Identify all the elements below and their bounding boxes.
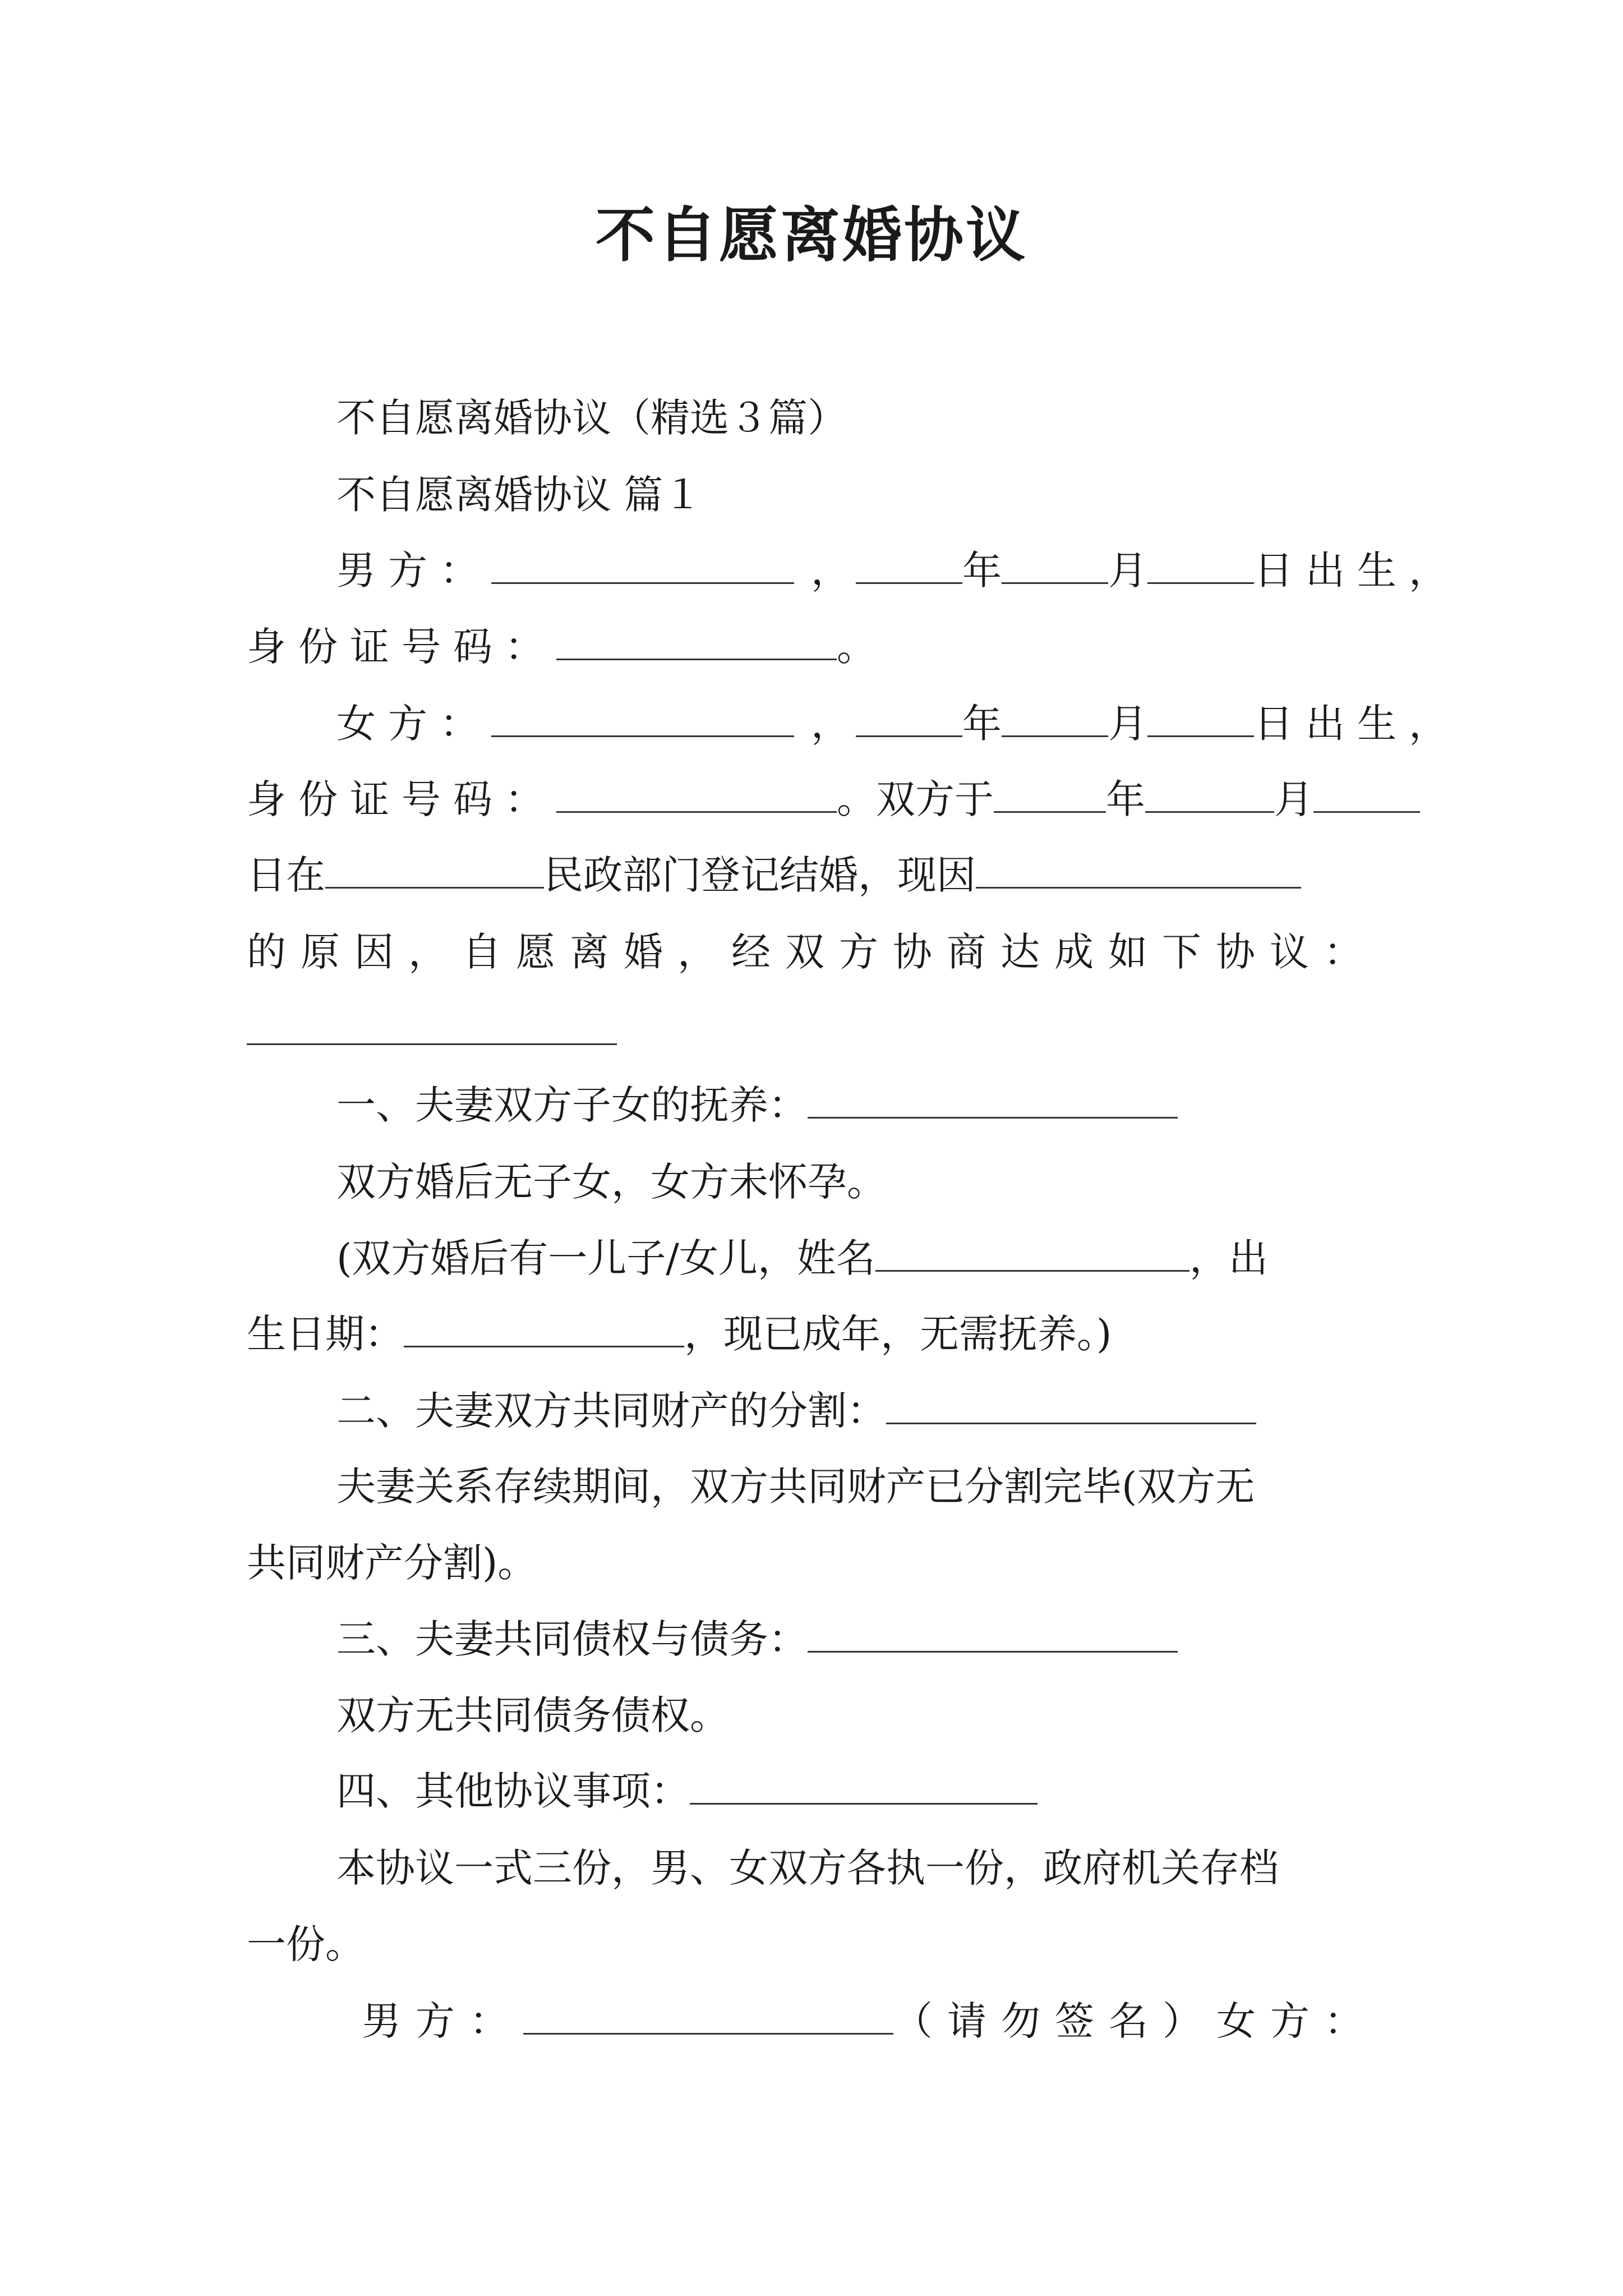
year-label: 年: [1106, 776, 1145, 822]
registered-label: 民政部门登记结婚，现因: [544, 852, 976, 898]
man-birth-year-blank: [856, 547, 962, 584]
year-label: 年: [962, 547, 1002, 593]
item1-line: [336, 1080, 1178, 1130]
copies-text-a: 本协议一式三份，男、女双方各执一份，政府机关存档: [336, 1845, 1279, 1891]
item2-text-a: 夫妻关系存续期间，双方共同财产已分割完毕(双方无: [336, 1464, 1255, 1510]
child-birthdate-blank: [404, 1311, 684, 1347]
reason-line: 的原因，自愿离婚，经双方协商达成如下协议：: [247, 929, 1377, 975]
woman-id-blank: [556, 776, 837, 813]
reason-blank: [976, 852, 1301, 889]
day-at-label: 日在: [247, 852, 325, 898]
item4-heading: 四、其他协议事项：: [336, 1768, 690, 1814]
woman-id-line: [247, 774, 1420, 825]
year-label: 年: [962, 701, 1002, 747]
agreement-blank: [247, 1043, 617, 1045]
man-id-blank: [556, 624, 837, 660]
comma: ，: [811, 547, 850, 593]
item2-text-b: 共同财产分割)。: [247, 1540, 537, 1586]
man-label: 男方：: [336, 547, 491, 593]
id-label: 身份证号码：: [247, 624, 556, 670]
woman-birth-month-blank: [1002, 701, 1108, 737]
item1-heading: 一、夫妻双方子女的抚养：: [336, 1082, 808, 1128]
item4-line: [336, 1766, 1038, 1816]
month-label: 月: [1108, 547, 1147, 593]
item1-alt-line1: [336, 1233, 1268, 1283]
item3-text: 双方无共同债务债权。: [336, 1692, 729, 1738]
item1-alt-c: 生日期：: [247, 1311, 404, 1357]
woman-birth-year-blank: [856, 701, 962, 737]
man-signature-blank: [523, 1998, 893, 2035]
marriage-year-blank: [994, 776, 1106, 813]
sign-note: （请勿签名）女方：: [893, 1998, 1378, 2044]
document-subtitle: 不自愿离婚协议（精选３篇）: [336, 395, 847, 441]
item2-blank: [886, 1388, 1256, 1424]
man-birth-line: [336, 545, 1460, 596]
child-name-blank: [875, 1235, 1189, 1272]
item1-text: 双方婚后无子女，女方未怀孕。: [336, 1159, 886, 1205]
both-on-label: 。双方于: [837, 776, 994, 822]
item1-alt-a: (双方婚后有一儿子/女儿，姓名: [336, 1235, 875, 1281]
marriage-day-blank: [1313, 776, 1420, 813]
born-label: 日出生，: [1254, 547, 1460, 593]
registration-line: [247, 850, 1301, 900]
item1-blank: [808, 1082, 1178, 1119]
item2-line: [336, 1386, 1256, 1436]
id-label: 身份证号码：: [247, 776, 556, 822]
item1-alt-d: ，现已成年，无需抚养。): [684, 1311, 1112, 1357]
item1-alt-line2: [247, 1309, 1112, 1359]
comma: ，: [811, 701, 850, 747]
item1-alt-b: ，出: [1189, 1235, 1268, 1281]
woman-label: 女方：: [336, 701, 491, 747]
man-birth-month-blank: [1002, 547, 1108, 584]
man-birth-day-blank: [1147, 547, 1254, 584]
signature-line: [362, 1996, 1378, 2046]
item3-heading: 三、夫妻共同债权与债务：: [336, 1616, 808, 1662]
item4-blank: [690, 1768, 1038, 1805]
civil-affairs-blank: [325, 852, 544, 889]
man-name-blank: [491, 547, 794, 584]
period: 。: [837, 624, 876, 670]
item3-blank: [808, 1616, 1178, 1653]
marriage-month-blank: [1145, 776, 1274, 813]
month-label: 月: [1108, 701, 1147, 747]
month-label: 月: [1274, 776, 1313, 822]
section-heading: 不自愿离婚协议 篇１: [336, 472, 703, 518]
item2-heading: 二、夫妻双方共同财产的分割：: [336, 1388, 886, 1434]
item3-line: [336, 1614, 1178, 1664]
document-title: 不自愿离婚协议: [596, 201, 1027, 270]
woman-name-blank: [491, 701, 794, 737]
copies-text-b: 一份。: [247, 1921, 365, 1967]
man-id-line: [247, 622, 876, 672]
woman-birth-line: [336, 698, 1460, 749]
woman-birth-day-blank: [1147, 701, 1254, 737]
born-label: 日出生，: [1254, 701, 1460, 747]
sign-man-label: 男方：: [362, 1998, 523, 2044]
